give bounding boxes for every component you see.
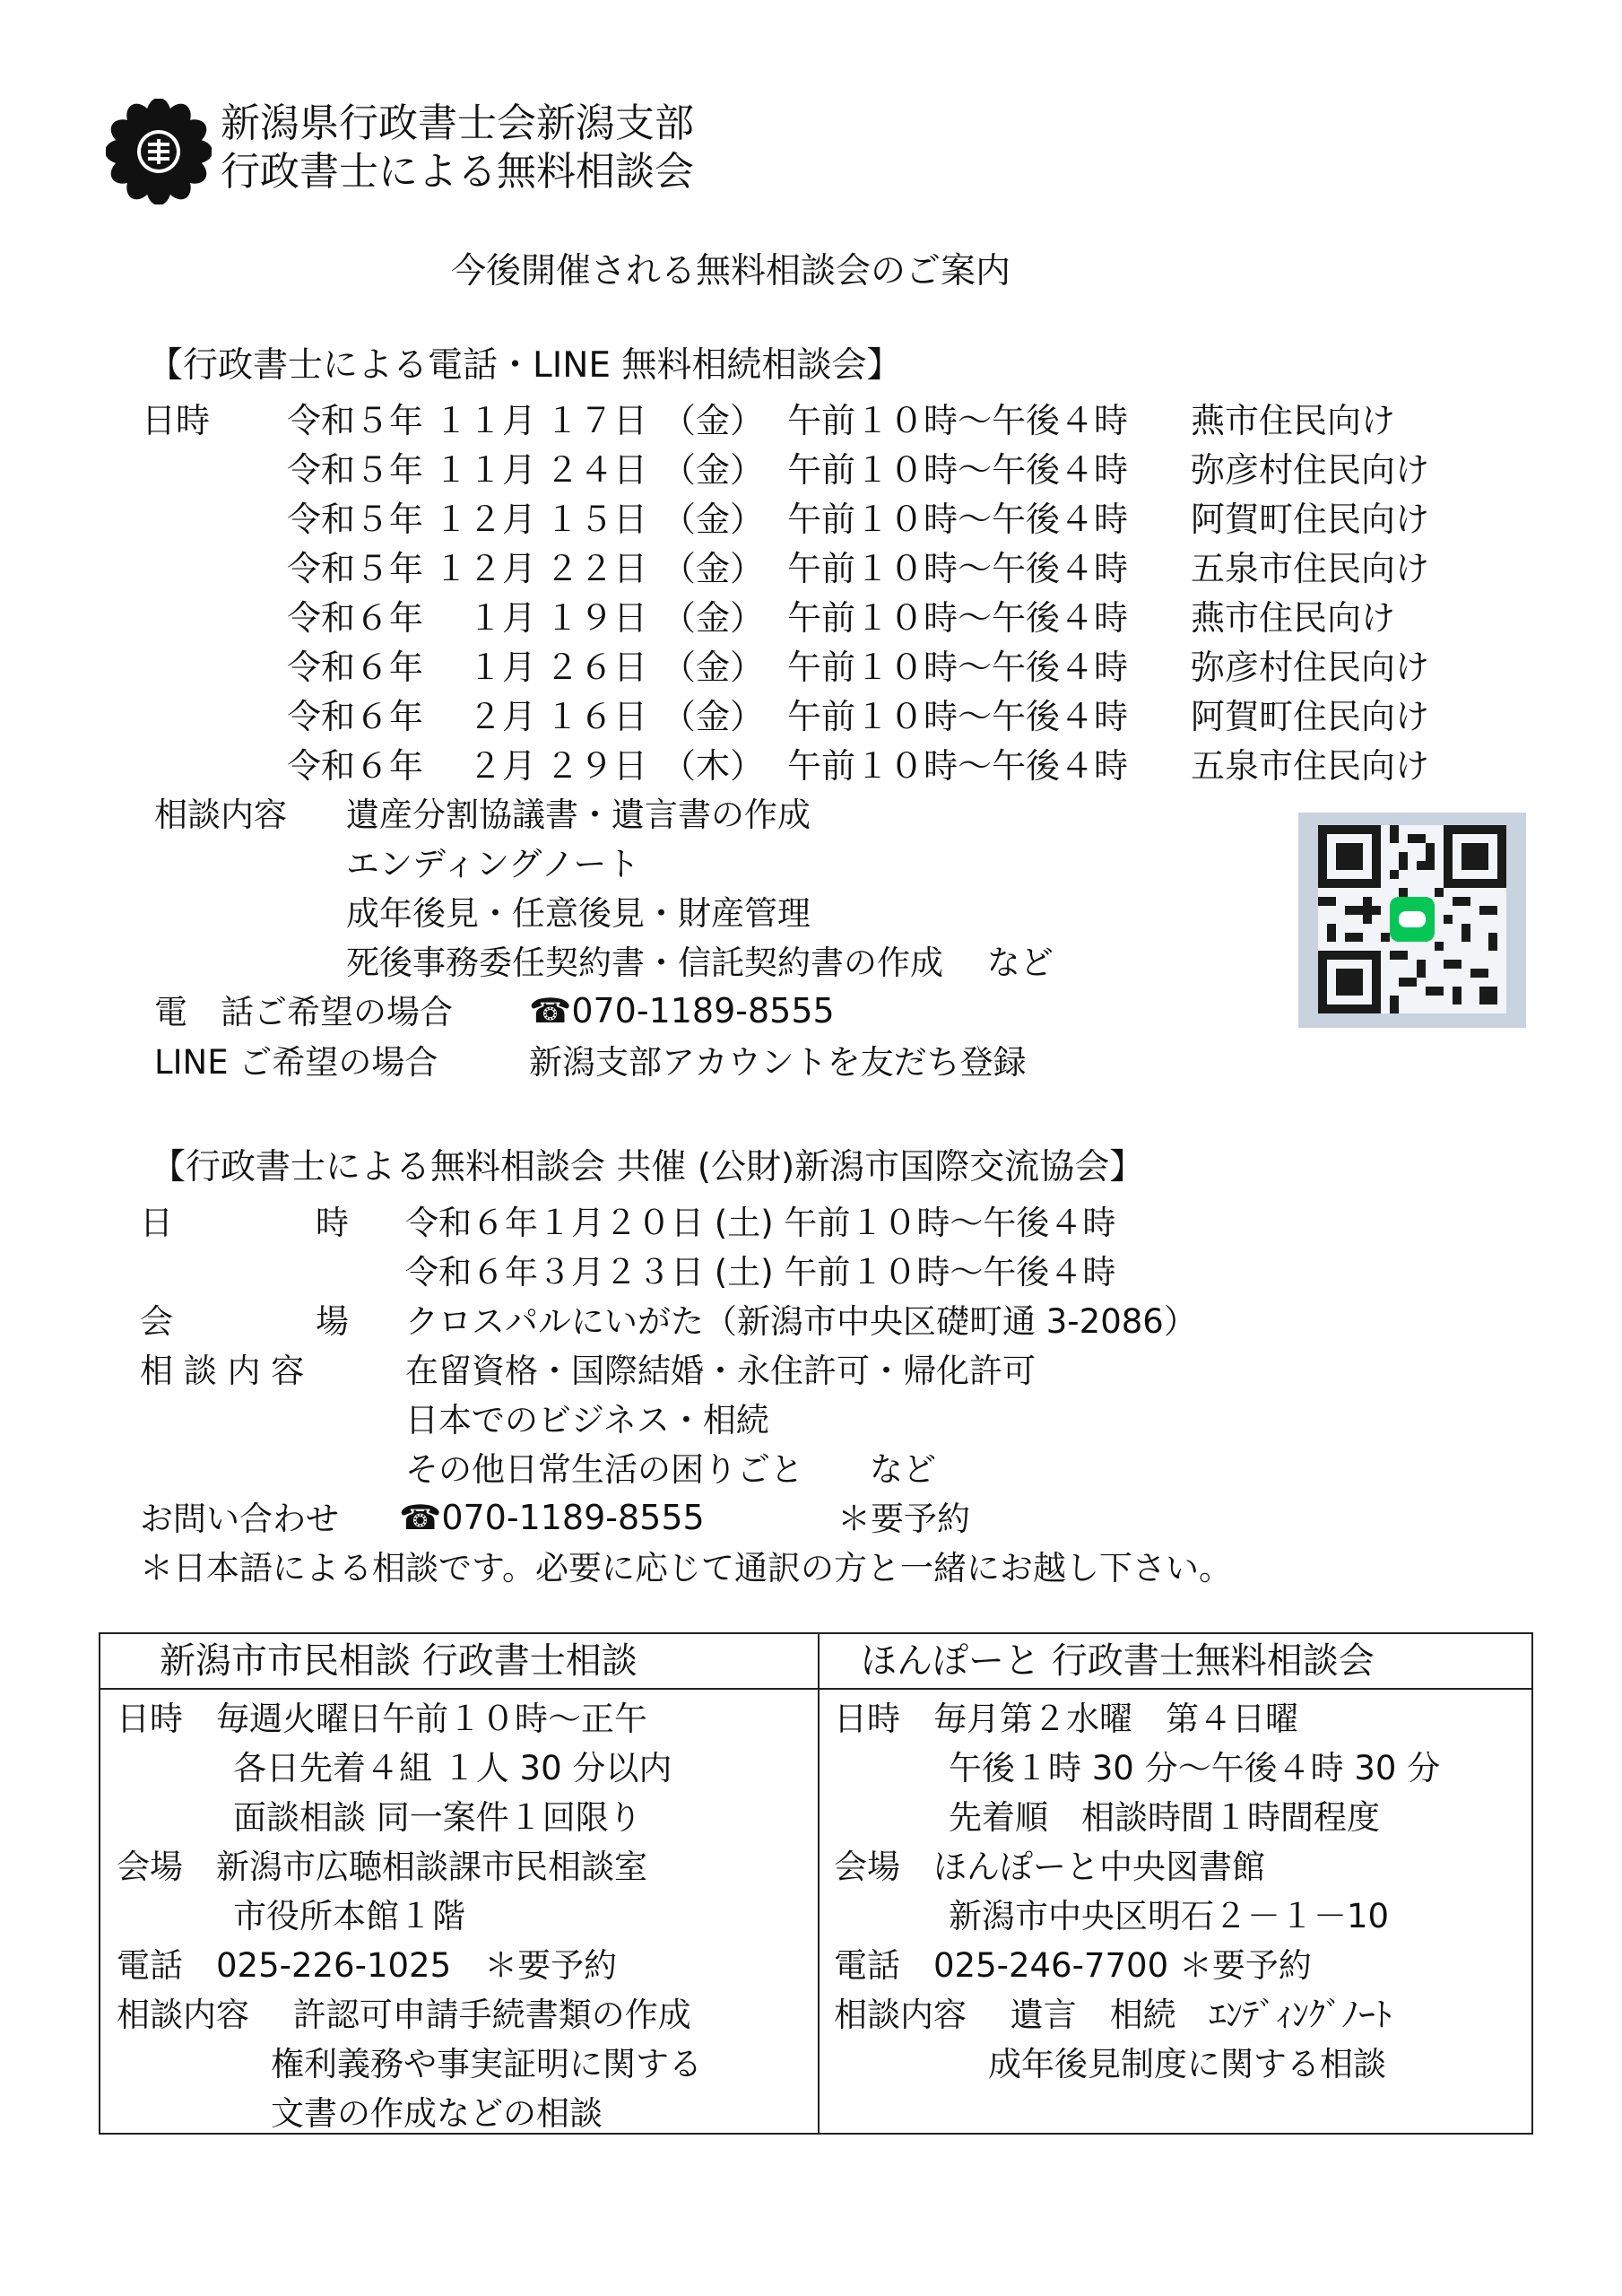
schedule-day: １６日 bbox=[545, 697, 648, 736]
consultation-table bbox=[99, 1632, 1533, 2135]
section1-content-item: エンディングノート bbox=[346, 845, 640, 883]
line-label: LINE ご希望の場合 bbox=[154, 1043, 438, 1082]
section1-date-label: 日時 bbox=[142, 401, 211, 440]
schedule-weekday: （金） bbox=[662, 500, 765, 539]
schedule-row bbox=[143, 746, 1444, 786]
schedule-day: １７日 bbox=[545, 401, 648, 440]
table-left-line: 文書の作成などの相談 bbox=[271, 2094, 603, 2133]
section2-date-label: 日 bbox=[140, 1204, 173, 1242]
notice-title: 今後開催される無料相談会のご案内 bbox=[451, 251, 1011, 291]
schedule-year: 令和６年 bbox=[287, 598, 424, 638]
section2-venue-label: 場 bbox=[316, 1302, 349, 1341]
table-left-line: 会場 新潟市広聴相談課市民相談室 bbox=[117, 1848, 647, 1886]
association-logo bbox=[106, 99, 212, 204]
table-left-line: 市役所本館１階 bbox=[233, 1897, 465, 1935]
line-instruction: 新潟支部アカウントを友だち登録 bbox=[529, 1043, 1027, 1082]
schedule-row bbox=[143, 500, 1444, 539]
schedule-time: 午前１０時～午後４時 bbox=[787, 450, 1129, 490]
section2-content-item: 日本でのビジネス・相続 bbox=[405, 1401, 769, 1439]
section2-venue: クロスパルにいがた（新潟市中央区礎町通 3-2086） bbox=[405, 1302, 1197, 1341]
section2-content-label: 相 談 内 容 bbox=[140, 1352, 305, 1390]
schedule-weekday: （金） bbox=[662, 648, 765, 687]
schedule-row bbox=[143, 401, 1444, 440]
schedule-time: 午前１０時～午後４時 bbox=[787, 401, 1129, 440]
schedule-target: 弥彦村住民向け bbox=[1191, 450, 1430, 490]
section2-heading: 【行政書士による無料相談会 共催 (公財)新潟市国際交流協会】 bbox=[151, 1147, 1145, 1187]
table-left-line: 各日先着４組 １人 30 分以内 bbox=[233, 1749, 672, 1787]
table-column-divider bbox=[818, 1634, 820, 2133]
table-left-line: 相談内容 許認可申請手続書類の作成 bbox=[117, 1996, 691, 2034]
schedule-time: 午前１０時～午後４時 bbox=[787, 598, 1129, 638]
table-right-line: 電話 025-246-7700 ＊要予約 bbox=[834, 1946, 1312, 1985]
schedule-day: １５日 bbox=[545, 500, 648, 539]
schedule-month: １２月 bbox=[433, 500, 536, 539]
section1-content-item: 遺産分割協議書・遺言書の作成 bbox=[346, 796, 811, 834]
schedule-target: 燕市住民向け bbox=[1191, 401, 1396, 440]
schedule-target: 五泉市住民向け bbox=[1191, 549, 1430, 588]
schedule-month: １１月 bbox=[433, 401, 536, 440]
schedule-day: ２４日 bbox=[545, 450, 648, 490]
table-left-line: 電話 025-226-1025 ＊要予約 bbox=[117, 1946, 618, 1985]
section2-content-item: 在留資格・国際結婚・永住許可・帰化許可 bbox=[405, 1352, 1036, 1390]
schedule-year: 令和６年 bbox=[287, 697, 424, 736]
schedule-year: 令和５年 bbox=[287, 450, 424, 490]
table-header-divider bbox=[100, 1688, 1531, 1690]
schedule-month: １１月 bbox=[433, 450, 536, 490]
schedule-day: ２６日 bbox=[545, 648, 648, 687]
table-right-line: 午後１時 30 分～午後４時 30 分 bbox=[949, 1749, 1441, 1787]
table-right-line: 日時 毎月第２水曜 第４日曜 bbox=[834, 1700, 1298, 1738]
schedule-target: 阿賀町住民向け bbox=[1191, 697, 1430, 736]
schedule-day: ２２日 bbox=[545, 549, 648, 588]
phone-label: 電 話ご希望の場合 bbox=[154, 993, 453, 1031]
section1-content-item: 死後事務委任契約書・信託契約書の作成 など bbox=[346, 944, 1054, 982]
table-right-line: 会場 ほんぽーと中央図書館 bbox=[834, 1848, 1265, 1886]
schedule-time: 午前１０時～午後４時 bbox=[787, 648, 1129, 687]
table-right-line: 相談内容 遺言 相続 ｴﾝﾃﾞｨﾝｸﾞﾉｰﾄ bbox=[834, 1996, 1392, 2034]
table-right-line: 先着順 相談時間１時間程度 bbox=[949, 1798, 1380, 1837]
schedule-year: 令和５年 bbox=[287, 549, 424, 588]
schedule-month: １月 bbox=[467, 648, 536, 687]
contact-label: お問い合わせ bbox=[140, 1500, 339, 1538]
schedule-row bbox=[143, 549, 1444, 588]
section2-date-item: 令和６年３月２３日 (土) 午前１０時～午後４時 bbox=[405, 1253, 1116, 1292]
table-left-line: 日時 毎週火曜日午前１０時～正午 bbox=[117, 1700, 647, 1738]
schedule-month: １２月 bbox=[433, 549, 536, 588]
schedule-month: ２月 bbox=[467, 697, 536, 736]
table-left-line: 面談相談 同一案件１回限り bbox=[233, 1798, 642, 1837]
contact-phone[interactable]: ☎070-1189-8555 bbox=[399, 1498, 705, 1537]
schedule-weekday: （金） bbox=[662, 697, 765, 736]
schedule-year: 令和６年 bbox=[287, 746, 424, 786]
schedule-year: 令和５年 bbox=[287, 500, 424, 539]
section2-date-label: 時 bbox=[316, 1204, 349, 1242]
org-subtitle: 行政書士による無料相談会 bbox=[221, 149, 694, 195]
schedule-row bbox=[143, 697, 1444, 736]
table-right-title: ほんぽーと 行政書士無料相談会 bbox=[861, 1640, 1375, 1682]
schedule-weekday: （木） bbox=[662, 746, 765, 786]
schedule-weekday: （金） bbox=[662, 401, 765, 440]
table-left-title: 新潟市市民相談 行政書士相談 bbox=[160, 1640, 638, 1682]
schedule-year: 令和５年 bbox=[287, 401, 424, 440]
schedule-month: ２月 bbox=[467, 746, 536, 786]
schedule-time: 午前１０時～午後４時 bbox=[787, 697, 1129, 736]
schedule-target: 弥彦村住民向け bbox=[1191, 648, 1430, 687]
section1-content-label: 相談内容 bbox=[154, 796, 287, 834]
schedule-weekday: （金） bbox=[662, 450, 765, 490]
table-left-line: 権利義務や事実証明に関する bbox=[271, 2045, 702, 2083]
reservation-required: ＊要予約 bbox=[837, 1500, 970, 1538]
section2-venue-label: 会 bbox=[140, 1302, 173, 1341]
table-right-line: 新潟市中央区明石２－１－10 bbox=[949, 1897, 1390, 1935]
section1-heading: 【行政書士による電話・LINE 無料相続相談会】 bbox=[148, 345, 902, 386]
schedule-time: 午前１０時～午後４時 bbox=[787, 500, 1129, 539]
schedule-year: 令和６年 bbox=[287, 648, 424, 687]
phone-number[interactable]: ☎070-1189-8555 bbox=[529, 991, 835, 1031]
schedule-time: 午前１０時～午後４時 bbox=[787, 549, 1129, 588]
schedule-day: １９日 bbox=[545, 598, 648, 638]
schedule-row bbox=[143, 648, 1444, 687]
schedule-row bbox=[143, 450, 1444, 490]
schedule-weekday: （金） bbox=[662, 549, 765, 588]
schedule-target: 阿賀町住民向け bbox=[1191, 500, 1430, 539]
table-right-line: 成年後見制度に関する相談 bbox=[988, 2045, 1386, 2083]
schedule-weekday: （金） bbox=[662, 598, 765, 638]
schedule-day: ２９日 bbox=[545, 746, 648, 786]
schedule-row bbox=[143, 598, 1444, 638]
section2-date-item: 令和６年１月２０日 (土) 午前１０時～午後４時 bbox=[405, 1204, 1116, 1242]
org-name: 新潟県行政書士会新潟支部 bbox=[221, 100, 694, 146]
line-qr-code[interactable] bbox=[1298, 813, 1526, 1028]
schedule-time: 午前１０時～午後４時 bbox=[787, 746, 1129, 786]
schedule-target: 燕市住民向け bbox=[1191, 598, 1396, 638]
section2-content-item: その他日常生活の困りごと など bbox=[405, 1450, 936, 1489]
schedule-month: １月 bbox=[467, 598, 536, 638]
language-note: ＊日本語による相談です。必要に応じて通訳の方と一緒にお越し下さい。 bbox=[140, 1549, 1233, 1587]
section1-content-item: 成年後見・任意後見・財産管理 bbox=[346, 894, 811, 933]
schedule-target: 五泉市住民向け bbox=[1191, 746, 1430, 786]
